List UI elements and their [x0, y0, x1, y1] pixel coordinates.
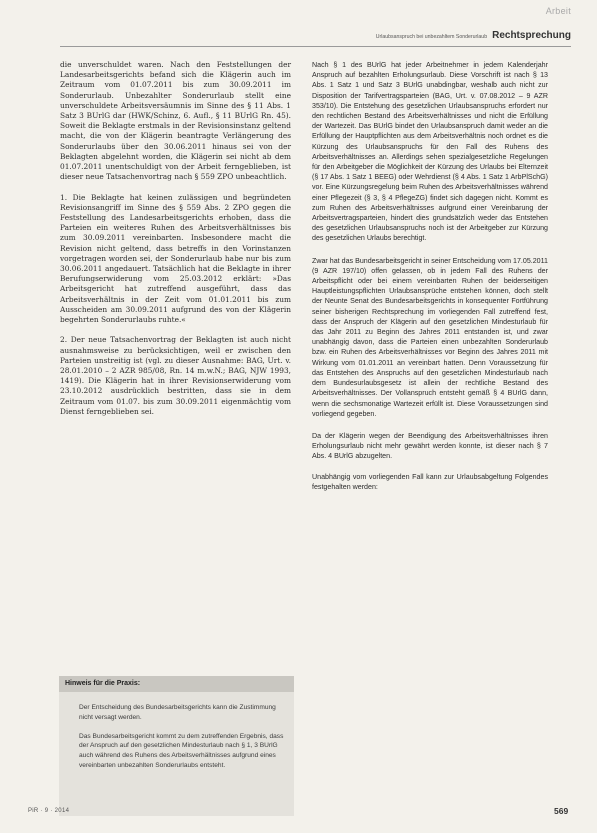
- practice-note-header: [59, 676, 294, 692]
- practice-note-box: [59, 676, 294, 816]
- header-rule: [60, 46, 571, 47]
- right-paragraph: Nach § 1 des BUrlG hat jeder Arbeitnehmer in jedem Kalenderjahr Anspruch auf bezahlten Erholungsurlaub. Diese Vorschrift ist nach § 13 Abs. 1 Satz 1 und Satz 3 BUrlG unabdingbar, weshalb auch nicht zur Disposition der Tarifvertragsparteien (BAG, Urt. v. 07.08.2012 – 9 AZR 353/10). Die Entstehung des gesetzlichen Urlaubsanspruchs erfordert nur den rechtlichen Bestand des Arbeitsverhältnisses und nicht die Erfüllung der Wartezeit. Das BUrlG bindet den Urlaubsanspruch damit weder an die Erfüllung der Hauptpflichten aus dem Arbeitsverhältnis noch ordnet es die Kürzung des Urlaubsanspruchs für den Fall des Ruhens des Arbeitsverhältnisses an. Allerdings sehen spezialgesetzliche Regelungen für den Arbeitgeber die Möglichkeit der Kürzung des Urlaubs bei Elternzeit (§ 17 Abs. 1 Satz 1 BEEG) oder Wehrdienst (§ 4 Abs. 1 Satz 1 ArbPlSchG) vor. Eine Kürzungsregelung beim Ruhen des Arbeitsverhältnisses während einer Pflegezeit (§ 3, § 4 PflegeZG) findet sich dagegen nicht. Kommt es zum Ruhen des Arbeitsverhältnisses aufgrund einer Vereinbarung der Arbeitsvertragsparteien, hindert dies grundsätzlich weder das Entstehen des gesetzlichen Urlaubsanspruchs noch ist der Arbeitgeber zur Kürzung des gesetzlichen Urlaubs berechtigt.: [312, 61, 548, 243]
- right-column: [312, 60, 548, 492]
- practice-note-body: [79, 703, 290, 771]
- page-number: 569: [554, 806, 569, 816]
- right-paragraph: Unabhängig vom vorliegenden Fall kann zur Urlaubsabgeltung Folgendes festgehalten werden:: [312, 472, 548, 491]
- left-paragraph: 2. Der neue Tatsachenvortrag der Beklagten ist auch nicht ausnahmsweise zu berücksichtigen, weil er zwischen den Parteien unstreitig ist (vgl. zu dieser Ausnahme: BAG, Urt. v. 28.01.2010 – 2 AZR 985/08, Rn. 14 m.w.N.; BAG, NJW 1993, 1419). Die Klägerin hat in ihrer Revisionserwiderung vom 23.10.2012 ausdrücklich bestritten, dass sie in dem Zeitraum vom 01.07. bis zum 30.09.2011 eigenmächtig vom Dienst ferngeblieben sei.: [60, 335, 291, 416]
- right-paragraph: Da der Klägerin wegen der Beendigung des Arbeitsverhältnisses ihren Erholungsurlaub nicht mehr gewährt werden konnte, ist dieser nach § 7 Abs. 4 BUrlG abzugelten.: [312, 431, 548, 461]
- running-title: Urlaubsanspruch bei unbezahltem Sonderurlaub: [375, 34, 488, 40]
- section-label: Arbeit: [545, 6, 571, 16]
- practice-note-paragraph: Das Bundesarbeitsgericht kommt zu dem zutreffenden Ergebnis, dass der Anspruch auf den gesetzlichen Mindesturlaub nach § 1, 3 BUrlG auch während des Ruhens des Arbeitsverhältnisses aufgrund eines vereinbarten unbezahlten Sonderurlaubs entsteht.: [79, 732, 284, 769]
- left-paragraph: die unverschuldet waren. Nach den Feststellungen der Landesarbeitsgerichts befand sich die Klägerin auch im Zeitraum vom 01.07.2011 bis zum 30.09.2011 im Sonderurlaub. Unbezahlter Sonderurlaub stellt eine unverschuldete Arbeitsversäumnis im Sinne des § 11 Abs. 1 Satz 3 BUrlG dar (HWK/Schinz, 6. Aufl., § 11 BUrlG Rn. 45). Soweit die Beklagte erstmals in der Revisionsinstanz geltend macht, die von der Klägerin beantragte Verlängerung des Sonderurlaubs über den 30.06.2011 hinaus sei von der Beklagten abgelehnt worden, die Klägerin sei nicht ab dem 01.07.2011 unentschuldigt von der Arbeit ferngeblieben, ist dieser neue Tatsachenvortrag nach § 559 ZPO unbeachtlich.: [60, 60, 291, 182]
- running-header: [376, 30, 571, 41]
- footer-journal: PiR · 9 · 2014: [28, 808, 70, 814]
- left-column: [60, 60, 291, 417]
- right-paragraph: Zwar hat das Bundesarbeitsgericht in seiner Entscheidung vom 17.05.2011 (9 AZR 197/10) offen gelassen, ob in jedem Fall des Ruhens der Arbeitspflicht oder bei einem vereinbarten Ruhen der beiderseitigen Hauptleistungspflichten Urlaubsansprüche entstehen können, doch stellt der Neunte Senat des Bundesarbeitsgerichts in konsequenter Fortführung seiner bisherigen Rechtsprechung im vorliegenden Fall zutreffend fest, dass der Anspruch der Klägerin auf den gesetzlichen Mindesturlaub für das Jahr 2011 zu Beginn des Jahres 2011 entstanden ist, und zwar unabhängig davon, dass die Parteien einen unbezahlten Sonderurlaub bzw. ein Ruhen des Arbeitsverhältnisses vor Beginn des Jahres 2011 mit Wirkung vom 01.01.2011 an vereinbart hatten. Denn Voraussetzung für das Entstehen des Anspruchs auf den gesetzlichen Mindesturlaub nach dem Bundesurlaubsgesetz ist allein der rechtliche Bestand des Arbeitsverhältnisses. Der Vollanspruch entsteht gemäß § 4 BUrlG dann, wenn die sechsmonatige Wartezeit erfüllt ist. Diese Voraussetzungen sind vorliegend gegeben.: [312, 256, 548, 418]
- left-paragraph: 1. Die Beklagte hat keinen zulässigen und begründeten Revisionsangriff im Sinne des § 559 Abs. 2 ZPO gegen die Feststellung des Landesarbeitsgerichts erhoben, dass die Parteien ein weiteres Ruhen des Arbeitsverhältnisses bis zum 30.09.2011 vereinbarten. Insbesondere macht die Revision nicht geltend, dass betreffs in den Vorinstanzen vorgetragen worden sei, der Sonderurlaub habe nur bis zum 30.06.2011 angedauert. Tatsächlich hat die Beklagte in ihrer Berufungserwiderung vom 25.03.2012 erklärt: »Das Arbeitsgericht hat zutreffend ausgeführt, dass das Arbeitsverhältnis in der Zeit vom 01.01.2011 bis zum Ausscheiden am 30.09.2011 aufgrund des von der Klägerin begehrten Sonderurlaubs ruhte.«: [60, 192, 291, 325]
- practice-note-paragraph: Der Entscheidung des Bundesarbeitsgerichts kann die Zustimmung nicht versagt werden.: [79, 704, 276, 721]
- practice-note-title: Hinweis für die Praxis:: [65, 680, 141, 687]
- rubric-title: Rechtsprechung: [492, 30, 571, 41]
